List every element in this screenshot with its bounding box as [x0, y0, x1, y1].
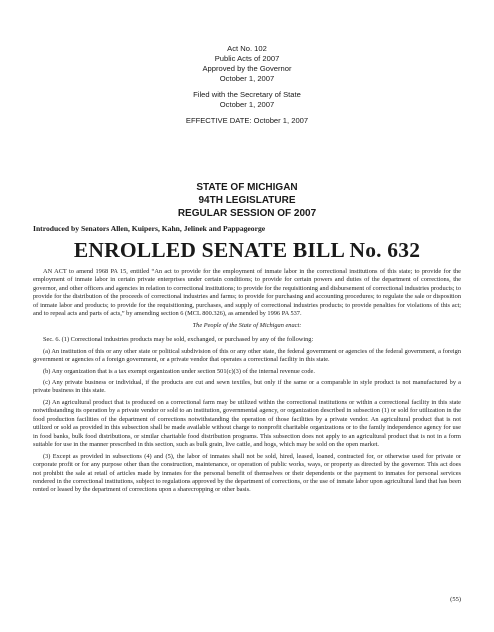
enacting-clause: The People of the State of Michigan enact:: [192, 321, 302, 329]
effective-date: EFFECTIVE DATE: October 1, 2007: [185, 116, 309, 125]
sponsors-line: Introduced by Senators Allen, Kuipers, Kahn, Jelinek and Pappageorge: [33, 224, 266, 233]
state-name: STATE OF MICHIGAN: [196, 182, 298, 193]
legislature-number: 94TH LEGISLATURE: [198, 195, 296, 206]
bill-title: ENROLLED SENATE BILL No. 632: [73, 238, 421, 262]
session-heading: [0, 181, 494, 220]
section-6-subsection-3: (3) Except as provided in subsections (4) and (5), the labor of inmates shall not be sold, hired, leased, loaned, contracted for, or otherwise used for private or corporate profit or for any purpose other than the construction, maintenance, or operation of public works, ways, or property as directed by the governor. This act does not prohibit the sale at retail of articles made by inmates for the personal benefit of themselves or their dependents or the payment to inmates for personal services rendered in the correctional institutions, subject to regulations approved by the department of corrections, or the use of inmate labor upon agricultural land that has been rented or leased by the department of corrections upon a sharecropping or other basis.: [33, 452, 461, 494]
section-6-item-c: (c) Any private business or individual, if the products are cut and sewn textiles, but only if the same or a comparable in style product is not manufactured by a private business in this state.: [33, 378, 461, 395]
approved-date: October 1, 2007: [219, 74, 275, 83]
section-6-item-a: (a) An institution of this or any other state or political subdivision of this or any other state, the federal government or agencies of the federal government, a foreign government or agencies of a foreign government, or a private vendor that operates a correctional facility in this state.: [33, 347, 461, 364]
section-6-item-b: (b) Any organization that is a tax exempt organization under section 501(c)(3) of the internal revenue code.: [43, 367, 315, 375]
preamble-paragraph: AN ACT to amend 1968 PA 15, entitled “An act to provide for the employment of inmate labor in the correctional institutions of this state; to provide for the employment of inmate labor in certain private enterprises under certain conditions; to provide for certain powers and duties of the department of corrections, the governor, and other officers and agencies in relation to correctional institutions; to provide for the requisitioning and disbursement of correctional industries products; to provide for the distribution of the proceeds of correctional industries and farms; to provide for purchasing and accounting procedures; to regulate the sale or disposition of inmate labor and products; to provide for the requisitioning, purchases, and supply of correctional industries products; to provide penalties for violations of this act; and to repeal acts and parts of acts,” by amending section 6 (MCL 800.326), as amended by 1996 PA 537.: [33, 268, 461, 318]
filed-with-secretary: Filed with the Secretary of State: [193, 90, 301, 99]
regular-session: REGULAR SESSION OF 2007: [177, 208, 317, 219]
bill-body: [33, 268, 461, 498]
public-acts-year: Public Acts of 2007: [214, 54, 280, 63]
filed-date: October 1, 2007: [219, 100, 275, 109]
act-header: [0, 44, 494, 126]
section-6-subsection-1: Sec. 6. (1) Correctional industries products may be sold, exchanged, or purchased by any of the following:: [43, 336, 314, 344]
approved-by-governor: Approved by the Governor: [202, 64, 292, 73]
section-6-subsection-2: (2) An agricultural product that is produced on a correctional farm may be utilized within the correctional institutions or within a correctional facility in this state notwithstanding its operation by a private vendor or sold to an institution, governmental agency, or organization described in subsection (1) or sold for utilization in the food production facilities of the department of corrections notwithstanding the operation of those facilities by a private vendor. An agricultural product that is not utilized or sold as provided in this subsection shall be made available without charge to nonprofit charitable organizations or to the family independence agency for use in food banks, bulk food distributions, or similar charitable food distribution programs. This subsection does not apply to an agricultural product that is not in a form suitable for use in the manner prescribed in this section, such as bulk grain, live cattle, and hogs, which may be sold on the open market.: [33, 398, 461, 449]
act-number: Act No. 102: [227, 44, 267, 53]
page-number: (55): [450, 596, 461, 603]
